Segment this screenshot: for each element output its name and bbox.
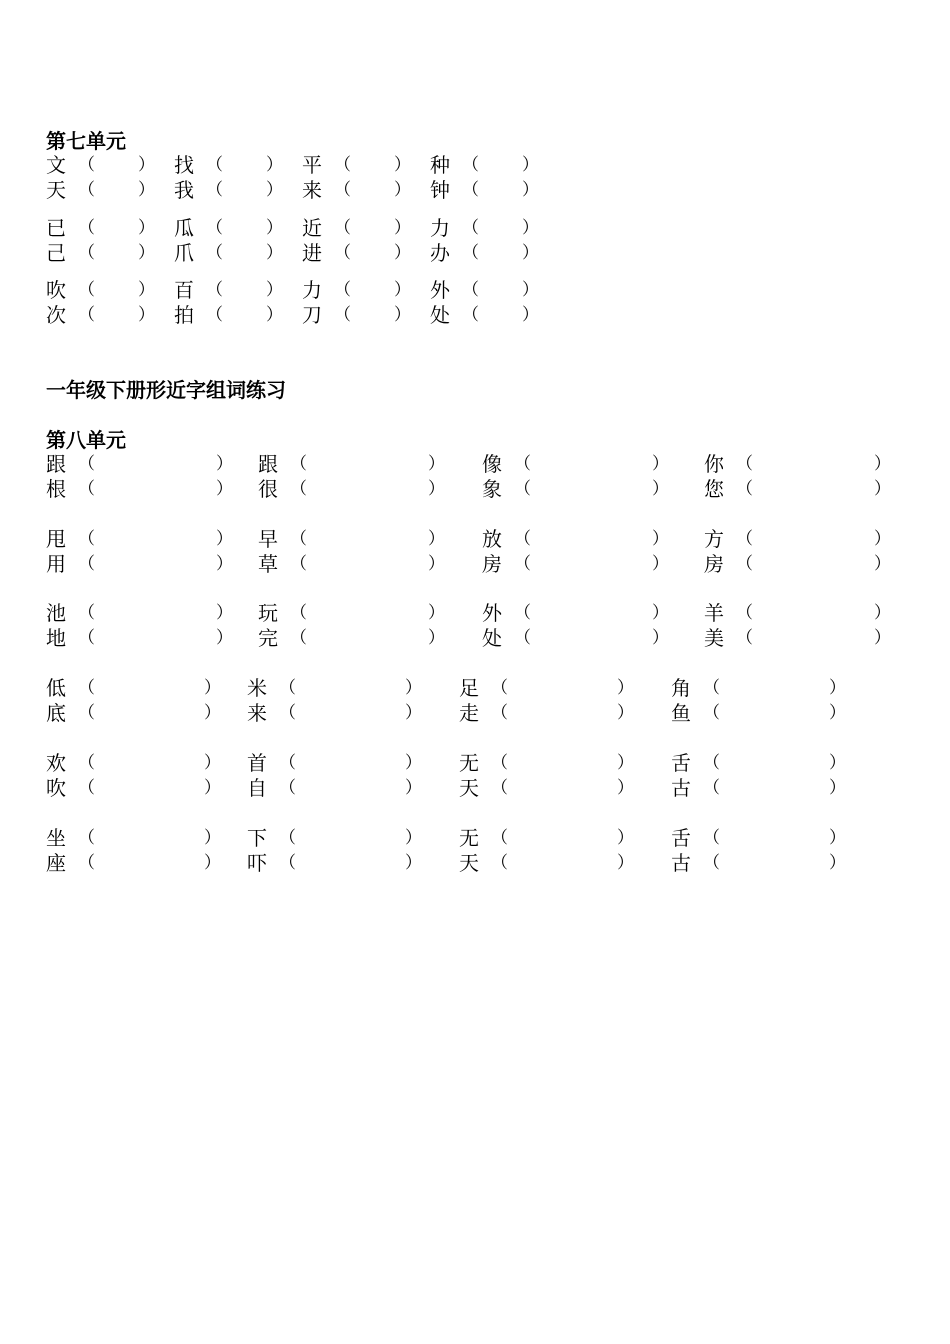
close-paren: ） — [394, 218, 411, 238]
close-paren: ） — [522, 305, 539, 325]
close-paren: ） — [522, 243, 539, 263]
open-paren: （ — [462, 180, 479, 200]
close-paren: ） — [204, 853, 221, 873]
open-paren: （ — [334, 243, 351, 263]
character: 处 — [482, 626, 502, 650]
close-paren: ） — [522, 218, 539, 238]
close-paren: ） — [405, 678, 422, 698]
character: 近 — [302, 216, 322, 240]
open-paren: （ — [491, 778, 508, 798]
open-paren: （ — [78, 243, 95, 263]
open-paren: （ — [279, 853, 296, 873]
character: 完 — [258, 626, 278, 650]
open-paren: （ — [290, 554, 307, 574]
character: 无 — [459, 751, 479, 775]
open-paren: （ — [78, 753, 95, 773]
character: 根 — [46, 477, 66, 501]
character: 平 — [302, 153, 322, 177]
open-paren: （ — [491, 678, 508, 698]
open-paren: （ — [206, 305, 223, 325]
open-paren: （ — [736, 529, 753, 549]
open-paren: （ — [334, 155, 351, 175]
character: 象 — [482, 477, 502, 501]
close-paren: ） — [405, 778, 422, 798]
character: 天 — [46, 178, 66, 202]
close-paren: ） — [394, 280, 411, 300]
character: 您 — [704, 477, 724, 501]
close-paren: ） — [652, 529, 669, 549]
character: 钟 — [430, 178, 450, 202]
character: 舌 — [671, 751, 691, 775]
character: 来 — [302, 178, 322, 202]
close-paren: ） — [394, 155, 411, 175]
open-paren: （ — [78, 479, 95, 499]
close-paren: ） — [522, 155, 539, 175]
worksheet-title: 一年级下册形近字组词练习 — [46, 378, 286, 402]
close-paren: ） — [652, 628, 669, 648]
close-paren: ） — [204, 678, 221, 698]
open-paren: （ — [279, 678, 296, 698]
close-paren: ） — [405, 853, 422, 873]
close-paren: ） — [216, 603, 233, 623]
unit-7-heading: 第七单元 — [46, 129, 126, 153]
open-paren: （ — [736, 628, 753, 648]
close-paren: ） — [652, 554, 669, 574]
open-paren: （ — [703, 828, 720, 848]
open-paren: （ — [736, 554, 753, 574]
open-paren: （ — [78, 218, 95, 238]
character: 办 — [430, 241, 450, 265]
character: 足 — [459, 676, 479, 700]
character: 外 — [482, 601, 502, 625]
character: 用 — [46, 552, 66, 576]
close-paren: ） — [138, 180, 155, 200]
character: 羊 — [704, 601, 724, 625]
open-paren: （ — [78, 554, 95, 574]
character: 美 — [704, 626, 724, 650]
character: 下 — [247, 826, 267, 850]
open-paren: （ — [514, 603, 531, 623]
open-paren: （ — [703, 703, 720, 723]
open-paren: （ — [514, 554, 531, 574]
open-paren: （ — [279, 703, 296, 723]
open-paren: （ — [290, 479, 307, 499]
close-paren: ） — [405, 753, 422, 773]
close-paren: ） — [874, 628, 891, 648]
open-paren: （ — [78, 529, 95, 549]
character: 房 — [482, 552, 502, 576]
close-paren: ） — [216, 479, 233, 499]
close-paren: ） — [394, 305, 411, 325]
close-paren: ） — [829, 703, 846, 723]
character: 坐 — [46, 826, 66, 850]
open-paren: （ — [334, 305, 351, 325]
close-paren: ） — [874, 529, 891, 549]
open-paren: （ — [462, 155, 479, 175]
close-paren: ） — [522, 180, 539, 200]
open-paren: （ — [290, 628, 307, 648]
close-paren: ） — [617, 678, 634, 698]
character: 地 — [46, 626, 66, 650]
close-paren: ） — [394, 243, 411, 263]
open-paren: （ — [279, 778, 296, 798]
close-paren: ） — [428, 529, 445, 549]
open-paren: （ — [462, 243, 479, 263]
open-paren: （ — [462, 280, 479, 300]
character: 走 — [459, 701, 479, 725]
open-paren: （ — [206, 280, 223, 300]
open-paren: （ — [78, 778, 95, 798]
open-paren: （ — [206, 180, 223, 200]
open-paren: （ — [491, 703, 508, 723]
character: 力 — [430, 216, 450, 240]
close-paren: ） — [617, 778, 634, 798]
character: 刀 — [302, 303, 322, 327]
open-paren: （ — [514, 454, 531, 474]
character: 草 — [258, 552, 278, 576]
close-paren: ） — [522, 280, 539, 300]
open-paren: （ — [78, 628, 95, 648]
close-paren: ） — [617, 753, 634, 773]
character: 像 — [482, 452, 502, 476]
character: 外 — [430, 278, 450, 302]
open-paren: （ — [736, 479, 753, 499]
character: 吹 — [46, 278, 66, 302]
close-paren: ） — [138, 155, 155, 175]
close-paren: ） — [216, 454, 233, 474]
character: 进 — [302, 241, 322, 265]
character: 舌 — [671, 826, 691, 850]
close-paren: ） — [138, 218, 155, 238]
open-paren: （ — [514, 628, 531, 648]
character: 百 — [174, 278, 194, 302]
close-paren: ） — [617, 828, 634, 848]
character: 玩 — [258, 601, 278, 625]
open-paren: （ — [736, 603, 753, 623]
close-paren: ） — [428, 554, 445, 574]
character: 很 — [258, 477, 278, 501]
character: 古 — [671, 776, 691, 800]
close-paren: ） — [266, 218, 283, 238]
open-paren: （ — [290, 603, 307, 623]
close-paren: ） — [204, 753, 221, 773]
close-paren: ） — [138, 280, 155, 300]
open-paren: （ — [279, 753, 296, 773]
open-paren: （ — [78, 603, 95, 623]
open-paren: （ — [206, 218, 223, 238]
close-paren: ） — [204, 703, 221, 723]
character: 无 — [459, 826, 479, 850]
open-paren: （ — [491, 753, 508, 773]
open-paren: （ — [514, 479, 531, 499]
close-paren: ） — [216, 628, 233, 648]
close-paren: ） — [829, 778, 846, 798]
close-paren: ） — [266, 155, 283, 175]
close-paren: ） — [266, 280, 283, 300]
open-paren: （ — [736, 454, 753, 474]
character: 跟 — [258, 452, 278, 476]
character: 自 — [247, 776, 267, 800]
open-paren: （ — [78, 280, 95, 300]
character: 已 — [46, 216, 66, 240]
character: 力 — [302, 278, 322, 302]
close-paren: ） — [617, 853, 634, 873]
character: 处 — [430, 303, 450, 327]
character: 你 — [704, 452, 724, 476]
close-paren: ） — [138, 305, 155, 325]
close-paren: ） — [394, 180, 411, 200]
open-paren: （ — [334, 280, 351, 300]
character: 古 — [671, 851, 691, 875]
character: 吓 — [247, 851, 267, 875]
close-paren: ） — [405, 703, 422, 723]
character: 早 — [258, 527, 278, 551]
character: 瓜 — [174, 216, 194, 240]
open-paren: （ — [491, 828, 508, 848]
close-paren: ） — [204, 828, 221, 848]
close-paren: ） — [266, 180, 283, 200]
character: 低 — [46, 676, 66, 700]
close-paren: ） — [405, 828, 422, 848]
close-paren: ） — [829, 678, 846, 698]
character: 种 — [430, 153, 450, 177]
character: 鱼 — [671, 701, 691, 725]
open-paren: （ — [206, 243, 223, 263]
close-paren: ） — [652, 454, 669, 474]
close-paren: ） — [428, 454, 445, 474]
open-paren: （ — [78, 454, 95, 474]
open-paren: （ — [703, 778, 720, 798]
character: 首 — [247, 751, 267, 775]
character: 甩 — [46, 527, 66, 551]
close-paren: ） — [652, 603, 669, 623]
close-paren: ） — [138, 243, 155, 263]
open-paren: （ — [290, 454, 307, 474]
character: 拍 — [174, 303, 194, 327]
character: 天 — [459, 851, 479, 875]
character: 欢 — [46, 751, 66, 775]
open-paren: （ — [78, 703, 95, 723]
character: 我 — [174, 178, 194, 202]
open-paren: （ — [279, 828, 296, 848]
unit-8-heading: 第八单元 — [46, 428, 126, 452]
character: 角 — [671, 676, 691, 700]
open-paren: （ — [78, 853, 95, 873]
close-paren: ） — [617, 703, 634, 723]
open-paren: （ — [491, 853, 508, 873]
open-paren: （ — [78, 678, 95, 698]
close-paren: ） — [652, 479, 669, 499]
character: 次 — [46, 303, 66, 327]
open-paren: （ — [290, 529, 307, 549]
character: 方 — [704, 527, 724, 551]
open-paren: （ — [334, 180, 351, 200]
open-paren: （ — [78, 305, 95, 325]
character: 放 — [482, 527, 502, 551]
open-paren: （ — [703, 853, 720, 873]
open-paren: （ — [703, 678, 720, 698]
character: 爪 — [174, 241, 194, 265]
character: 来 — [247, 701, 267, 725]
character: 找 — [174, 153, 194, 177]
character: 跟 — [46, 452, 66, 476]
close-paren: ） — [874, 603, 891, 623]
close-paren: ） — [829, 828, 846, 848]
close-paren: ） — [428, 603, 445, 623]
open-paren: （ — [206, 155, 223, 175]
close-paren: ） — [874, 454, 891, 474]
open-paren: （ — [462, 218, 479, 238]
character: 文 — [46, 153, 66, 177]
close-paren: ） — [829, 753, 846, 773]
close-paren: ） — [266, 243, 283, 263]
close-paren: ） — [216, 529, 233, 549]
close-paren: ） — [428, 479, 445, 499]
close-paren: ） — [428, 628, 445, 648]
close-paren: ） — [874, 479, 891, 499]
open-paren: （ — [334, 218, 351, 238]
character: 底 — [46, 701, 66, 725]
open-paren: （ — [78, 155, 95, 175]
character: 池 — [46, 601, 66, 625]
close-paren: ） — [829, 853, 846, 873]
close-paren: ） — [216, 554, 233, 574]
character: 天 — [459, 776, 479, 800]
character: 米 — [247, 676, 267, 700]
character: 吹 — [46, 776, 66, 800]
close-paren: ） — [874, 554, 891, 574]
open-paren: （ — [78, 180, 95, 200]
open-paren: （ — [462, 305, 479, 325]
close-paren: ） — [266, 305, 283, 325]
open-paren: （ — [703, 753, 720, 773]
open-paren: （ — [514, 529, 531, 549]
open-paren: （ — [78, 828, 95, 848]
character: 座 — [46, 851, 66, 875]
close-paren: ） — [204, 778, 221, 798]
character: 房 — [704, 552, 724, 576]
character: 己 — [46, 241, 66, 265]
